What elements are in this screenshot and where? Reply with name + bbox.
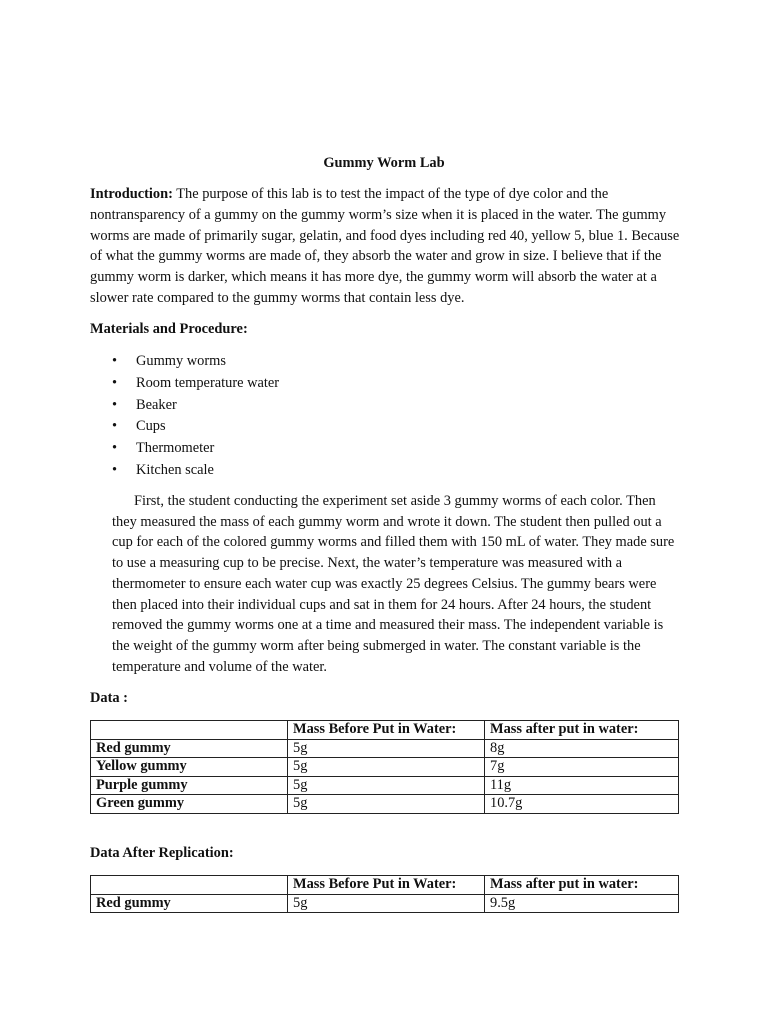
procedure-paragraph: First, the student conducting the experiment set aside 3 gummy worms of each color. Then they measured the mass of each gummy worm and wrote it down. The student then pulled out a cup for each of the colored gummy worms and filled them with 150 mL of water. They made sure to use a measuring cup to be precise. Next, the water’s temperature was measured with a thermometer to ensure each water cup was exactly 25 degrees Celsius. The gummy bears were then placed into their individual cups and sat in them for 24 hours. After 24 hours, the student removed the gummy worms one at a time and measured their mass. The independent variable is the weight of the gummy worm after being submerged in water. The constant variable is the temperature and volume of the water.	[112, 493, 675, 675]
list-item	[112, 416, 279, 438]
bullet-icon: •	[112, 374, 118, 391]
table-header-row	[91, 721, 679, 740]
table-row	[91, 758, 679, 777]
row-label: Red gummy	[91, 894, 288, 913]
row-label: Yellow gummy	[91, 758, 288, 777]
replication-heading: Data After Replication:	[90, 845, 234, 861]
materials-heading: Materials and Procedure:	[90, 321, 248, 337]
header-cell: Mass Before Put in Water:	[288, 721, 485, 740]
bullet-icon: •	[112, 396, 118, 413]
table-row	[91, 739, 679, 758]
introduction-label: Introduction:	[90, 186, 173, 202]
introduction-paragraph	[90, 184, 690, 309]
table-row	[91, 894, 679, 913]
list-item	[112, 373, 279, 395]
material-label: Cups	[136, 418, 166, 435]
introduction-text: The purpose of this lab is to test the impact of the type of dye color and the nontransparency of a gummy on the gummy worm’s size when it is placed in the water. The gummy worms are made of primarily sugar, gelatin, and food dyes including red 40, yellow 5, blue 1. Because of what the gummy worms are made of, they absorb the water and grow in size. I believe that if the gummy worm is darker, which means it has more dye, the gummy worm will absorb the water at a slower rate compared to the gummy worms that contain less dye.	[90, 186, 680, 306]
row-label: Green gummy	[91, 795, 288, 814]
header-cell	[91, 721, 288, 740]
document-title: Gummy Worm Lab	[323, 155, 445, 171]
bullet-icon: •	[112, 461, 118, 478]
table-header-row	[91, 876, 679, 895]
material-label: Thermometer	[136, 440, 215, 457]
material-label: Kitchen scale	[136, 461, 214, 478]
mass-after-cell: 7g	[485, 758, 679, 777]
table-row	[91, 795, 679, 814]
mass-after-cell: 9.5g	[485, 894, 679, 913]
material-label: Gummy worms	[136, 353, 226, 369]
bullet-icon: •	[112, 418, 118, 435]
list-item	[112, 460, 279, 482]
replication-table	[90, 875, 679, 913]
data-table	[90, 720, 679, 814]
mass-after-cell: 10.7g	[485, 795, 679, 814]
row-label: Red gummy	[91, 739, 288, 758]
header-cell: Mass after put in water:	[485, 721, 679, 740]
materials-list	[112, 351, 279, 482]
mass-before-cell: 5g	[288, 894, 485, 913]
header-cell: Mass Before Put in Water:	[288, 876, 485, 895]
header-cell	[91, 876, 288, 895]
mass-before-cell: 5g	[288, 758, 485, 777]
mass-before-cell: 5g	[288, 776, 485, 795]
mass-after-cell: 8g	[485, 739, 679, 758]
material-label: Room temperature water	[136, 374, 280, 391]
bullet-icon: •	[112, 353, 118, 369]
data-heading: Data :	[90, 690, 128, 706]
mass-after-cell: 11g	[485, 776, 679, 795]
list-item	[112, 438, 279, 460]
row-label: Purple gummy	[91, 776, 288, 795]
material-label: Beaker	[136, 396, 177, 413]
bullet-icon: •	[112, 440, 118, 457]
list-item	[112, 395, 279, 417]
table-row	[91, 776, 679, 795]
list-item	[112, 351, 279, 373]
mass-before-cell: 5g	[288, 739, 485, 758]
mass-before-cell: 5g	[288, 795, 485, 814]
header-cell: Mass after put in water:	[485, 876, 679, 895]
